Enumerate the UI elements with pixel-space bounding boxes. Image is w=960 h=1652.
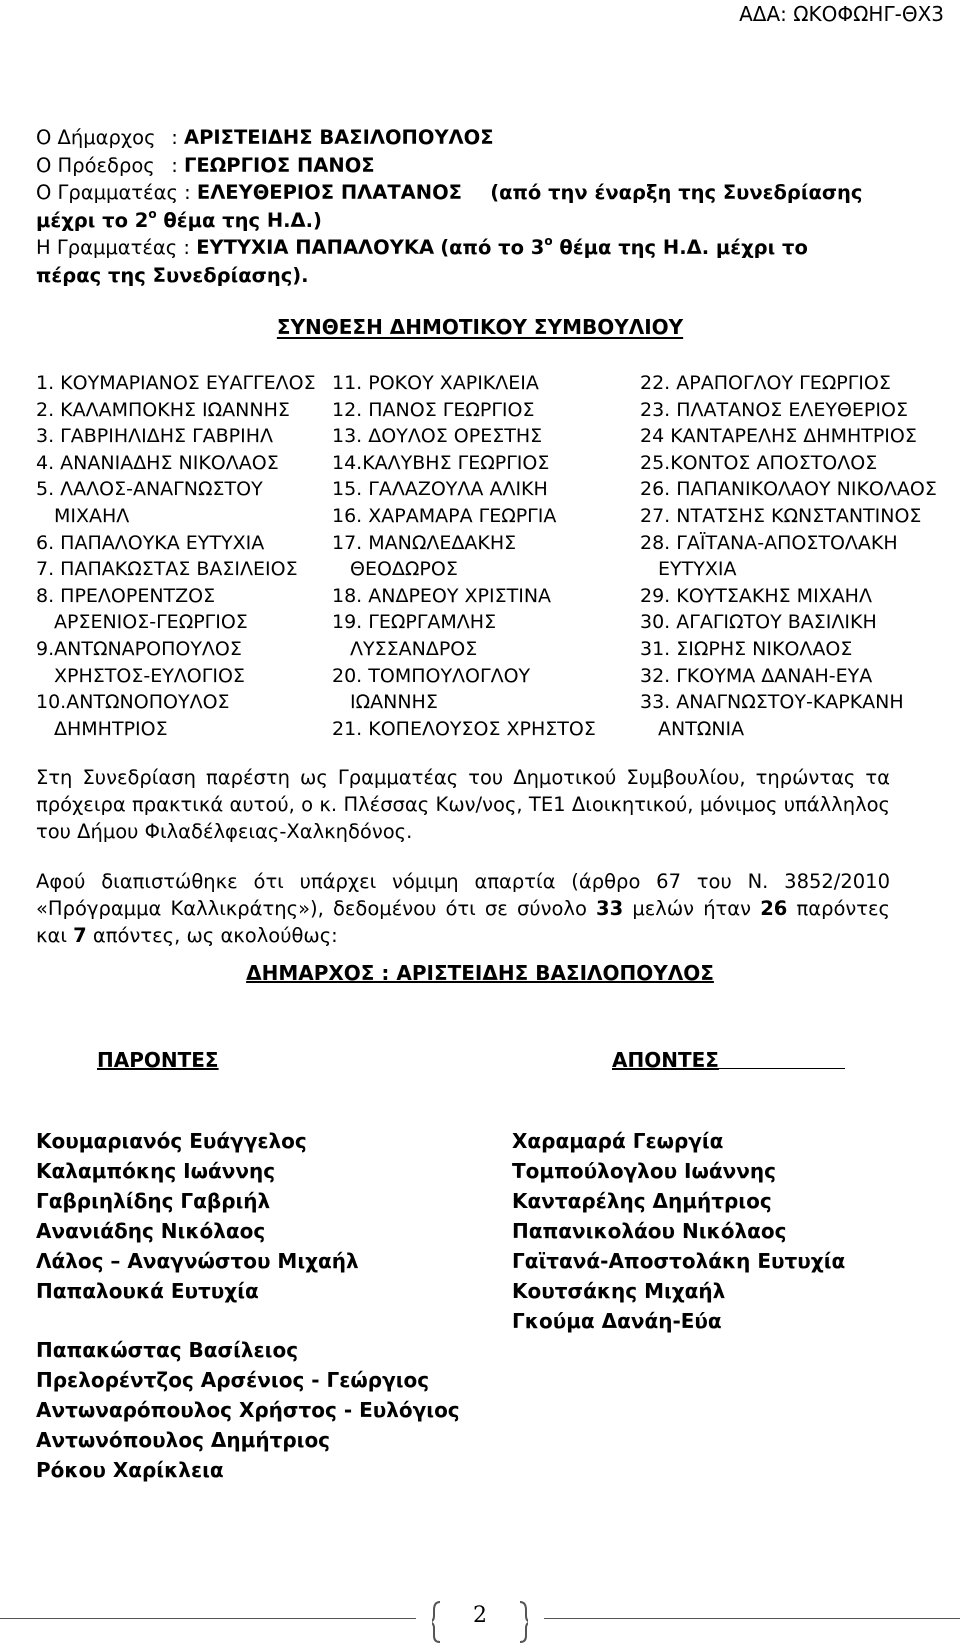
member-line: 16. ΧΑΡΑΜΑΡΑ ΓΕΩΡΓΙΑ	[332, 504, 557, 527]
member-line: ΑΝΤΩΝΙΑ	[658, 717, 745, 740]
quorum-text-b: μελών ήταν	[623, 897, 761, 920]
absent-list	[512, 1126, 845, 1336]
secretary1-label: Ο Γραμματέας :	[36, 181, 191, 204]
member-line: 12. ΠΑΝΟΣ ΓΕΩΡΓΙΟΣ	[332, 398, 535, 421]
present-list	[36, 1126, 460, 1485]
member-line: 7. ΠΑΠΑΚΩΣΤΑΣ ΒΑΣΙΛΕΙΟΣ	[36, 558, 298, 581]
member-line: 3. ΓΑΒΡΙΗΛΙΔΗΣ ΓΑΒΡΙΗΛ	[36, 425, 274, 448]
present-heading: ΠΑΡΟΝΤΕΣ	[97, 1048, 219, 1072]
quorum-text-c: παρόντες και	[36, 897, 890, 947]
absent-heading-text: ΑΠΟΝΤΕΣ	[612, 1048, 719, 1072]
member-line: 29. ΚΟΥΤΣΑΚΗΣ ΜΙΧΑΗΛ	[640, 584, 872, 607]
secretary2-note-c: πέρας της Συνεδρίασης).	[36, 263, 309, 287]
present-member: Ανανιάδης Νικόλαος	[36, 1219, 266, 1243]
absent-member: Κουτσάκης Μιχαήλ	[512, 1279, 726, 1303]
member-line: ΛΥΣΣΑΝΔΡΟΣ	[350, 637, 478, 660]
member-line: 10.ΑΝΤΩΝΟΠΟΥΛΟΣ	[36, 691, 230, 714]
ordinal-sup: ο	[148, 206, 157, 221]
secretary1-row	[36, 179, 890, 207]
secretary1-note-b: μέχρι το 2	[36, 208, 149, 232]
mayor-name: ΑΡΙΣΤΕΙΔΗΣ ΒΑΣΙΛΟΠΟΥΛΟΣ	[183, 126, 494, 149]
secretary2-note-a: (από το 3	[440, 236, 545, 259]
member-line: 33. ΑΝΑΓΝΩΣΤΟΥ-ΚΑΡΚΑΝΗ	[640, 691, 904, 714]
absent-member: Γκούμα Δανάη-Εύα	[512, 1309, 722, 1333]
secretary2-name: ΕΥΤΥΧΙΑ ΠΑΠΑΛΟΥΚΑ	[196, 236, 435, 259]
secretary2-row-2	[36, 262, 890, 290]
member-line: 31. ΣΙΩΡΗΣ ΝΙΚΟΛΑΟΣ	[640, 637, 853, 660]
member-line: 4. ΑΝΑΝΙΑΔΗΣ ΝΙΚΟΛΑΟΣ	[36, 451, 279, 474]
member-line: 2. ΚΑΛΑΜΠΟΚΗΣ ΙΩΑΝΝΗΣ	[36, 398, 290, 421]
ordinal-sup: ο	[544, 234, 553, 248]
present-member: Λάλος – Αναγνώστου Μιχαήλ	[36, 1249, 359, 1273]
member-line: ΜΙΧΑΗΛ	[54, 504, 130, 527]
present-member: Παπαλουκά Ευτυχία	[36, 1279, 259, 1303]
secretary1-row-2	[36, 207, 890, 235]
absent-member: Χαραμαρά Γεωργία	[512, 1129, 724, 1153]
member-line: 11. ΡΟΚΟΥ ΧΑΡΙΚΛΕΙΑ	[332, 372, 539, 394]
member-line: ΔΗΜΗΤΡΙΟΣ	[54, 717, 168, 740]
mayor-label: Ο Δήμαρχος	[36, 126, 156, 149]
mayor-line: ΔΗΜΑΡΧΟΣ : ΑΡΙΣΤΕΙΔΗΣ ΒΑΣΙΛΟΠΟΥΛΟΣ	[246, 961, 714, 985]
member-line: 26. ΠΑΠΑΝΙΚΟΛΑΟΥ ΝΙΚΟΛΑΟΣ	[640, 478, 937, 501]
member-line: ΑΡΣΕΝΙΟΣ-ΓΕΩΡΓΙΟΣ	[54, 611, 248, 634]
present-member: Πρελορέντζος Αρσένιος - Γεώργιος	[36, 1368, 430, 1392]
secretary2-label: Η Γραμματέας :	[36, 236, 190, 259]
member-line: 5. ΛΑΛΟΣ-ΑΝΑΓΝΩΣΤΟΥ	[36, 478, 263, 501]
colon: :	[171, 126, 184, 149]
footer-rule-left	[0, 1618, 416, 1619]
page-number: 2	[473, 1603, 487, 1628]
member-line: 6. ΠΑΠΑΛΟΥΚΑ ΕΥΤΥΧΙΑ	[36, 531, 265, 554]
member-line: 24 ΚΑΝΤΑΡΕΛΗΣ ΔΗΜΗΤΡΙΟΣ	[640, 425, 917, 448]
officials-block	[36, 124, 890, 289]
member-line: 32. ΓΚΟΥΜΑ ΔΑΝΑΗ-ΕΥΑ	[640, 664, 873, 687]
secretary1-note-c: θέμα της Η.Δ.)	[156, 208, 322, 232]
absent-count: 7	[73, 924, 87, 947]
member-line: 13. ΔΟΥΛΟΣ ΟΡΕΣΤΗΣ	[332, 425, 543, 448]
absent-member: Παπανικολάου Νικόλαος	[512, 1219, 787, 1243]
member-line: 25.ΚΟΝΤΟΣ ΑΠΟΣΤΟΛΟΣ	[640, 451, 878, 474]
members-column-3	[640, 370, 937, 742]
ada-code: ΑΔΑ: ΩΚΟΦΩΗΓ-ΘΧ3	[739, 2, 944, 26]
absent-member: Κανταρέλης Δημήτριος	[512, 1189, 772, 1213]
member-line: 21. ΚΟΠΕΛΟΥΣΟΣ ΧΡΗΣΤΟΣ	[332, 717, 596, 740]
secretary1-name: ΕΛΕΥΘΕΡΙΟΣ ΠΛΑΤΑΝΟΣ	[196, 181, 462, 204]
member-line: 22. ΑΡΑΠΟΓΛΟΥ ΓΕΩΡΓΙΟΣ	[640, 372, 891, 394]
member-line: 18. ΑΝΔΡΕΟΥ ΧΡΙΣΤΙΝΑ	[332, 584, 552, 607]
member-line: ΕΥΤΥΧΙΑ	[658, 558, 737, 581]
secretary-paragraph: Στη Συνεδρίαση παρέστη ως Γραμματέας του Δημοτικού Συμβουλίου, τηρώντας τα πρόχειρα πρακτικά αυτού, ο κ. Πλέσσας Κων/νος, ΤΕ1 Διοικητικού, μόνιμος υπάλληλος του Δήμου Φιλαδέλφειας-Χαλκηδόνος.	[36, 766, 890, 843]
president-label: Ο Πρόεδρος	[36, 153, 155, 177]
colon: :	[171, 153, 184, 177]
president-row	[36, 152, 890, 180]
member-line: 28. ΓΑΪΤΑΝΑ-ΑΠΟΣΤΟΛΑΚΗ	[640, 531, 898, 554]
present-member: Κουμαριανός Ευάγγελος	[36, 1129, 307, 1153]
member-line: ΧΡΗΣΤΟΣ-ΕΥΛΟΓΙΟΣ	[54, 664, 245, 687]
members-column-2	[332, 370, 596, 742]
list-gap	[36, 1306, 460, 1335]
absent-member: Τομπούλογλου Ιωάννης	[512, 1159, 776, 1183]
member-line: ΙΩΑΝΝΗΣ	[350, 691, 438, 714]
heading-underline-extension	[717, 1068, 845, 1069]
council-title: ΣΥΝΘΕΣΗ ΔΗΜΟΤΙΚΟΥ ΣΥΜΒΟΥΛΙΟΥ	[276, 315, 684, 339]
present-member: Ρόκου Χαρίκλεια	[36, 1458, 224, 1482]
secretary2-note-b: θέμα της Η.Δ. μέχρι το	[552, 236, 808, 259]
absent-member: Γαϊτανά-Αποστολάκη Ευτυχία	[512, 1249, 846, 1273]
present-member: Αντωναρόπουλος Χρήστος - Ευλόγιος	[36, 1398, 460, 1422]
present-member: Καλαμπόκης Ιωάννης	[36, 1159, 276, 1183]
secretary1-note: (από την έναρξη της Συνεδρίασης	[490, 181, 863, 204]
member-line: 19. ΓΕΩΡΓΑΜΛΗΣ	[332, 611, 497, 634]
member-line: 15. ΓΑΛΑΖΟΥΛΑ ΑΛΙΚΗ	[332, 478, 548, 501]
present-member: Αντωνόπουλος Δημήτριος	[36, 1428, 331, 1452]
secretary2-row	[36, 234, 890, 262]
present-member: Παπακώστας Βασίλειος	[36, 1338, 299, 1362]
member-line: 9.ΑΝΤΩΝΑΡΟΠΟΥΛΟΣ	[36, 637, 242, 660]
member-line: 1. ΚΟΥΜΑΡΙΑΝΟΣ ΕΥΑΓΓΕΛΟΣ	[36, 372, 316, 394]
member-line: 14.ΚΑΛΥΒΗΣ ΓΕΩΡΓΙΟΣ	[332, 451, 550, 474]
total-members: 33	[596, 897, 624, 920]
present-member: Γαβριηλίδης Γαβριήλ	[36, 1189, 271, 1213]
members-column-1	[36, 370, 316, 742]
member-line: ΘΕΟΔΩΡΟΣ	[350, 558, 458, 581]
member-line: 20. ΤΟΜΠΟΥΛΟΓΛΟΥ	[332, 664, 531, 687]
quorum-paragraph	[36, 868, 890, 949]
quorum-text-d: απόντες, ως ακολούθως:	[86, 924, 338, 947]
footer-rule-right	[544, 1618, 960, 1619]
absent-heading	[612, 1048, 845, 1072]
mayor-row	[36, 124, 890, 152]
member-line: 8. ΠΡΕΛΟΡΕΝΤΖΟΣ	[36, 584, 216, 607]
member-line: 17. ΜΑΝΩΛΕΔΑΚΗΣ	[332, 531, 517, 554]
member-line: 27. ΝΤΑΤΣΗΣ ΚΩΝΣΤΑΝΤΙΝΟΣ	[640, 504, 922, 527]
president-name: ΓΕΩΡΓΙΟΣ ΠΑΝΟΣ	[183, 153, 375, 177]
quorum-text-a: Αφού διαπιστώθηκε ότι υπάρχει νόμιμη απαρτία (άρθρο 67 του Ν. 3852/2010 «Πρόγραμμα Καλλικράτης»), δεδομένου ότι σε σύνολο	[36, 870, 890, 920]
member-line: 30. ΑΓΑΓΙΩΤΟΥ ΒΑΣΙΛΙΚΗ	[640, 611, 877, 634]
present-count: 26	[760, 897, 788, 920]
member-line: 23. ΠΛΑΤΑΝΟΣ ΕΛΕΥΘΕΡΙΟΣ	[640, 398, 908, 421]
